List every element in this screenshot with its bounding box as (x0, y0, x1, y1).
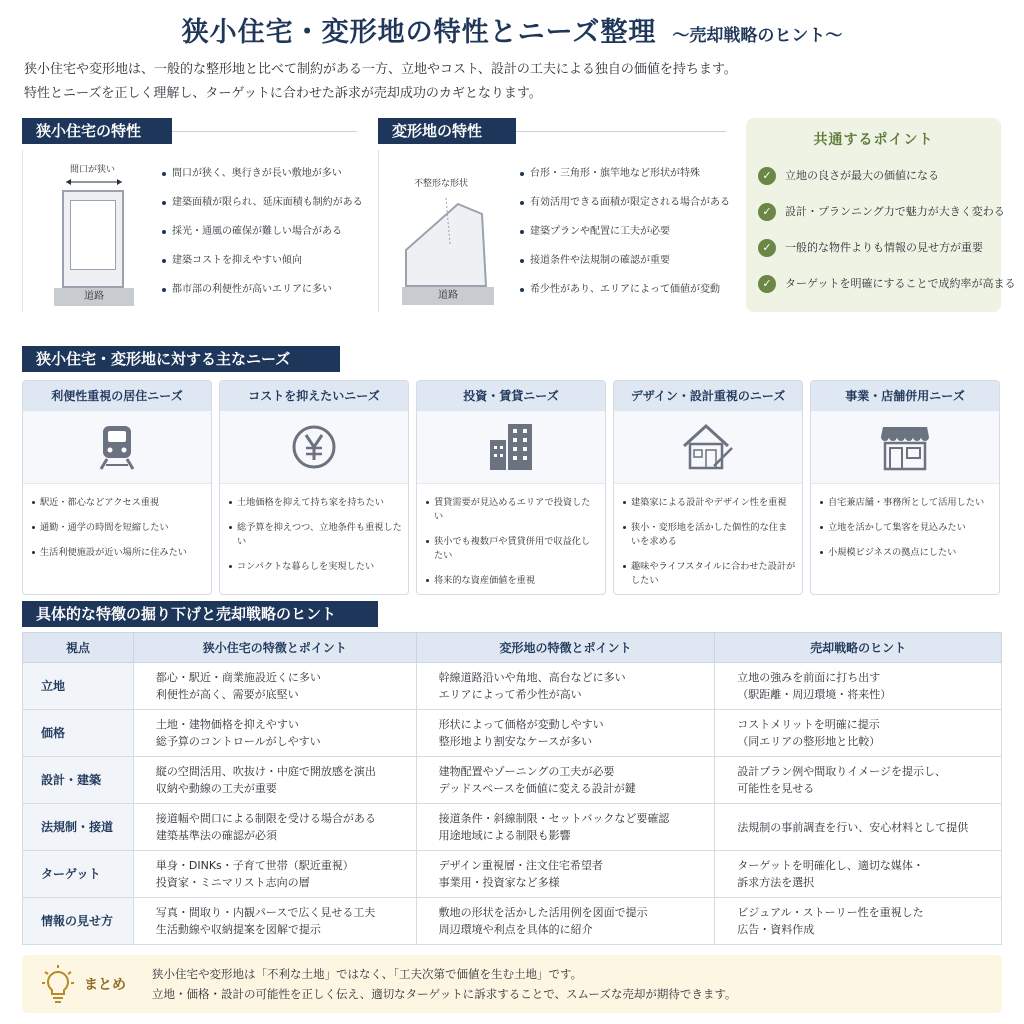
column-header: 変形地の特徴とポイント (416, 633, 715, 663)
table-header-row (23, 633, 1002, 663)
column-header: 売却戦略のヒント (715, 633, 1002, 663)
narrow-point: 間口が狭く、奥行きが長い敷地が多い (160, 167, 370, 181)
narrow-heading: 狭小住宅の特性 (22, 118, 172, 144)
table-cell: 接道条件・斜線制限・セットバックなど要確認 用途地域による制限も影響 (416, 804, 715, 851)
detail-heading: 具体的な特徴の掘り下げと売却戦略のヒント (22, 601, 378, 627)
need-point: コンパクトな暮らしを実現したい (228, 560, 402, 574)
shop-icon (879, 423, 931, 471)
need-point: 賃貸需要が見込めるエリアで投資したい (425, 496, 599, 524)
need-card (219, 380, 409, 595)
table-cell: 都心・駅近・商業施設近くに多い 利便性が高く、需要が底堅い (133, 663, 416, 710)
common-point (758, 275, 1016, 293)
summary-text (152, 964, 736, 1004)
strategy-table (22, 632, 1002, 945)
need-point: 自宅兼店舗・事務所として活用したい (819, 496, 993, 510)
table-cell: 写真・間取り・内観パースで広く見せる工夫 生活動線や収納提案を図解で提示 (133, 898, 416, 945)
narrow-lot-shape (62, 190, 124, 288)
table-cell: 土地・建物価格を抑えやすい 総予算のコントロールがしやすい (133, 710, 416, 757)
irregular-points (518, 167, 733, 312)
row-key: 価格 (23, 710, 134, 757)
table-cell: デザイン重視層・注文住宅希望者 事業用・投資家など多様 (416, 851, 715, 898)
table-cell: 建物配置やゾーニングの工夫が必要 デッドスペースを価値に変える設計が鍵 (416, 757, 715, 804)
need-card (810, 380, 1000, 595)
irregular-heading: 変形地の特性 (378, 118, 516, 144)
irregular-point: 台形・三角形・旗竿地など形状が特殊 (518, 167, 733, 181)
common-point-text: 設計・プランニング力で魅力が大きく変わる (785, 205, 1005, 218)
table-row (23, 757, 1002, 804)
need-point: 将来的な資産価値を重視 (425, 574, 599, 588)
summary-label: まとめ (84, 977, 126, 993)
need-point: 立地を活かして集客を見込みたい (819, 521, 993, 535)
intro-line: 特性とニーズを正しく理解し、ターゲットに合わせた訴求が売却成功のカギとなります。 (24, 86, 542, 101)
need-card-title: 利便性重視の居住ニーズ (23, 381, 211, 411)
table-row (23, 898, 1002, 945)
need-card-title: 投資・賃貸ニーズ (417, 381, 605, 411)
page-subtitle: 〜売却戦略のヒント〜 (672, 26, 843, 46)
irregular-point: 有効活用できる面積が限定される場合がある (518, 196, 733, 210)
row-key: ターゲット (23, 851, 134, 898)
table-cell: 設計プラン例や間取りイメージを提示し、 可能性を見せる (715, 757, 1002, 804)
common-points-panel (746, 118, 1016, 312)
table-cell: ビジュアル・ストーリー性を重視した 広告・資料作成 (715, 898, 1002, 945)
need-card (613, 380, 803, 595)
column-header: 視点 (23, 633, 134, 663)
building-icon (488, 422, 534, 472)
frontage-label: 間口が狭い (70, 165, 116, 175)
need-card-title: コストを抑えたいニーズ (220, 381, 408, 411)
irregular-diagram (398, 170, 503, 310)
train-icon (97, 423, 137, 471)
intro-text (24, 58, 1004, 106)
narrow-point: 建築コストを抑えやすい傾向 (160, 254, 370, 268)
need-point: 狭小・変形地を活かした個性的な住まいを求める (622, 521, 796, 549)
table-cell: 形状によって価格が変動しやすい 整形地より割安なケースが多い (416, 710, 715, 757)
table-row (23, 804, 1002, 851)
table-cell: ターゲットを明確化し、適切な媒体・ 訴求方法を選択 (715, 851, 1002, 898)
page-title-main: 狭小住宅・変形地の特性とニーズ整理 (181, 17, 657, 48)
divider (172, 131, 357, 132)
check-icon: ✓ (758, 239, 776, 257)
summary-line: 立地・価格・設計の可能性を正しく伝え、適切なターゲットに訴求することで、スムーズな売却が期待できます。 (152, 987, 737, 1001)
row-key: 立地 (23, 663, 134, 710)
need-card-title: 事業・店舗併用ニーズ (811, 381, 999, 411)
shape-label: 不整形な形状 (414, 179, 469, 189)
table-row (23, 851, 1002, 898)
table-cell: 法規制の事前調査を行い、安心材料として提供 (715, 804, 1002, 851)
summary-line: 狭小住宅や変形地は「不利な土地」ではなく、「工夫次第で価値を生む土地」です。 (152, 967, 583, 981)
narrow-points (160, 167, 370, 312)
need-point: 生活利便施設が近い場所に住みたい (31, 546, 205, 560)
common-heading: 共通するポイント (813, 132, 934, 148)
table-row (23, 663, 1002, 710)
narrow-point: 採光・通風の確保が難しい場合がある (160, 225, 370, 239)
row-key: 情報の見せ方 (23, 898, 134, 945)
intro-line: 狭小住宅や変形地は、一般的な整形地と比べて制約がある一方、立地やコスト、設計の工夫による独自の価値を持ちます。 (24, 62, 737, 77)
divider (22, 150, 23, 312)
need-point: 通勤・通学の時間を短縮したい (31, 521, 205, 535)
need-point: 総予算を抑えつつ、立地条件も重視したい (228, 521, 402, 549)
need-card (416, 380, 606, 595)
need-point: 建築家による設計やデザイン性を重視 (622, 496, 796, 510)
table-cell: 幹線道路沿いや角地、高台などに多い エリアによって希少性が高い (416, 663, 715, 710)
table-cell: 接道幅や間口による制限を受ける場合がある 建築基準法の確認が必須 (133, 804, 416, 851)
road-label: 道路 (402, 287, 494, 305)
row-key: 設計・建築 (23, 757, 134, 804)
narrow-diagram (48, 160, 148, 310)
table-row (23, 710, 1002, 757)
common-point-text: ターゲットを明確にすることで成約率が高まる (785, 277, 1016, 290)
narrow-point: 都市部の利便性が高いエリアに多い (160, 283, 370, 297)
lightbulb-icon (40, 964, 76, 1004)
common-point (758, 239, 1001, 257)
column-header: 狭小住宅の特徴とポイント (133, 633, 416, 663)
irregular-point: 接道条件や法規制の確認が重要 (518, 254, 733, 268)
summary-panel (22, 955, 1002, 1013)
irregular-point: 建築プランや配置に工夫が必要 (518, 225, 733, 239)
need-card (22, 380, 212, 595)
irregular-point: 希少性があり、エリアによって価値が変動 (518, 283, 733, 297)
needs-heading: 狭小住宅・変形地に対する主なニーズ (22, 346, 340, 372)
common-point (758, 203, 1005, 221)
common-point-text: 立地の良さが最大の価値になる (785, 169, 939, 182)
check-icon: ✓ (758, 167, 776, 185)
check-icon: ✓ (758, 203, 776, 221)
need-point: 狭小でも複数戸や賃貸併用で収益化したい (425, 535, 599, 563)
table-cell: 単身・DINKs・子育て世帯（駅近重視） 投資家・ミニマリスト志向の層 (133, 851, 416, 898)
check-icon: ✓ (758, 275, 776, 293)
table-cell: コストメリットを明確に提示 （同エリアの整形地と比較） (715, 710, 1002, 757)
common-point (758, 167, 1001, 185)
need-card-title: デザイン・設計重視のニーズ (614, 381, 802, 411)
narrow-point: 建築面積が限られ、延床面積も制約がある (160, 196, 370, 210)
table-cell: 立地の強みを前面に打ち出す （駅距離・周辺環境・将来性） (715, 663, 1002, 710)
row-key: 法規制・接道 (23, 804, 134, 851)
common-point-text: 一般的な物件よりも情報の見せ方が重要 (785, 241, 983, 254)
need-point: 趣味やライフスタイルに合わせた設計がしたい (622, 560, 796, 588)
table-cell: 縦の空間活用、吹抜け・中庭で開放感を演出 収納や動線の工夫が重要 (133, 757, 416, 804)
house-design-icon (680, 422, 736, 472)
road-label: 道路 (54, 288, 134, 306)
yen-icon (290, 423, 338, 471)
need-point: 土地価格を抑えて持ち家を持ちたい (228, 496, 402, 510)
table-cell: 敷地の形状を活かした活用例を図面で提示 周辺環境や利点を具体的に紹介 (416, 898, 715, 945)
irregular-lot-shape (398, 190, 503, 290)
need-point: 駅近・都心などアクセス重視 (31, 496, 205, 510)
need-point: 小規模ビジネスの拠点にしたい (819, 546, 993, 560)
divider (516, 131, 726, 132)
page-title (0, 10, 1024, 49)
needs-cards (22, 380, 1002, 595)
divider (378, 150, 379, 312)
